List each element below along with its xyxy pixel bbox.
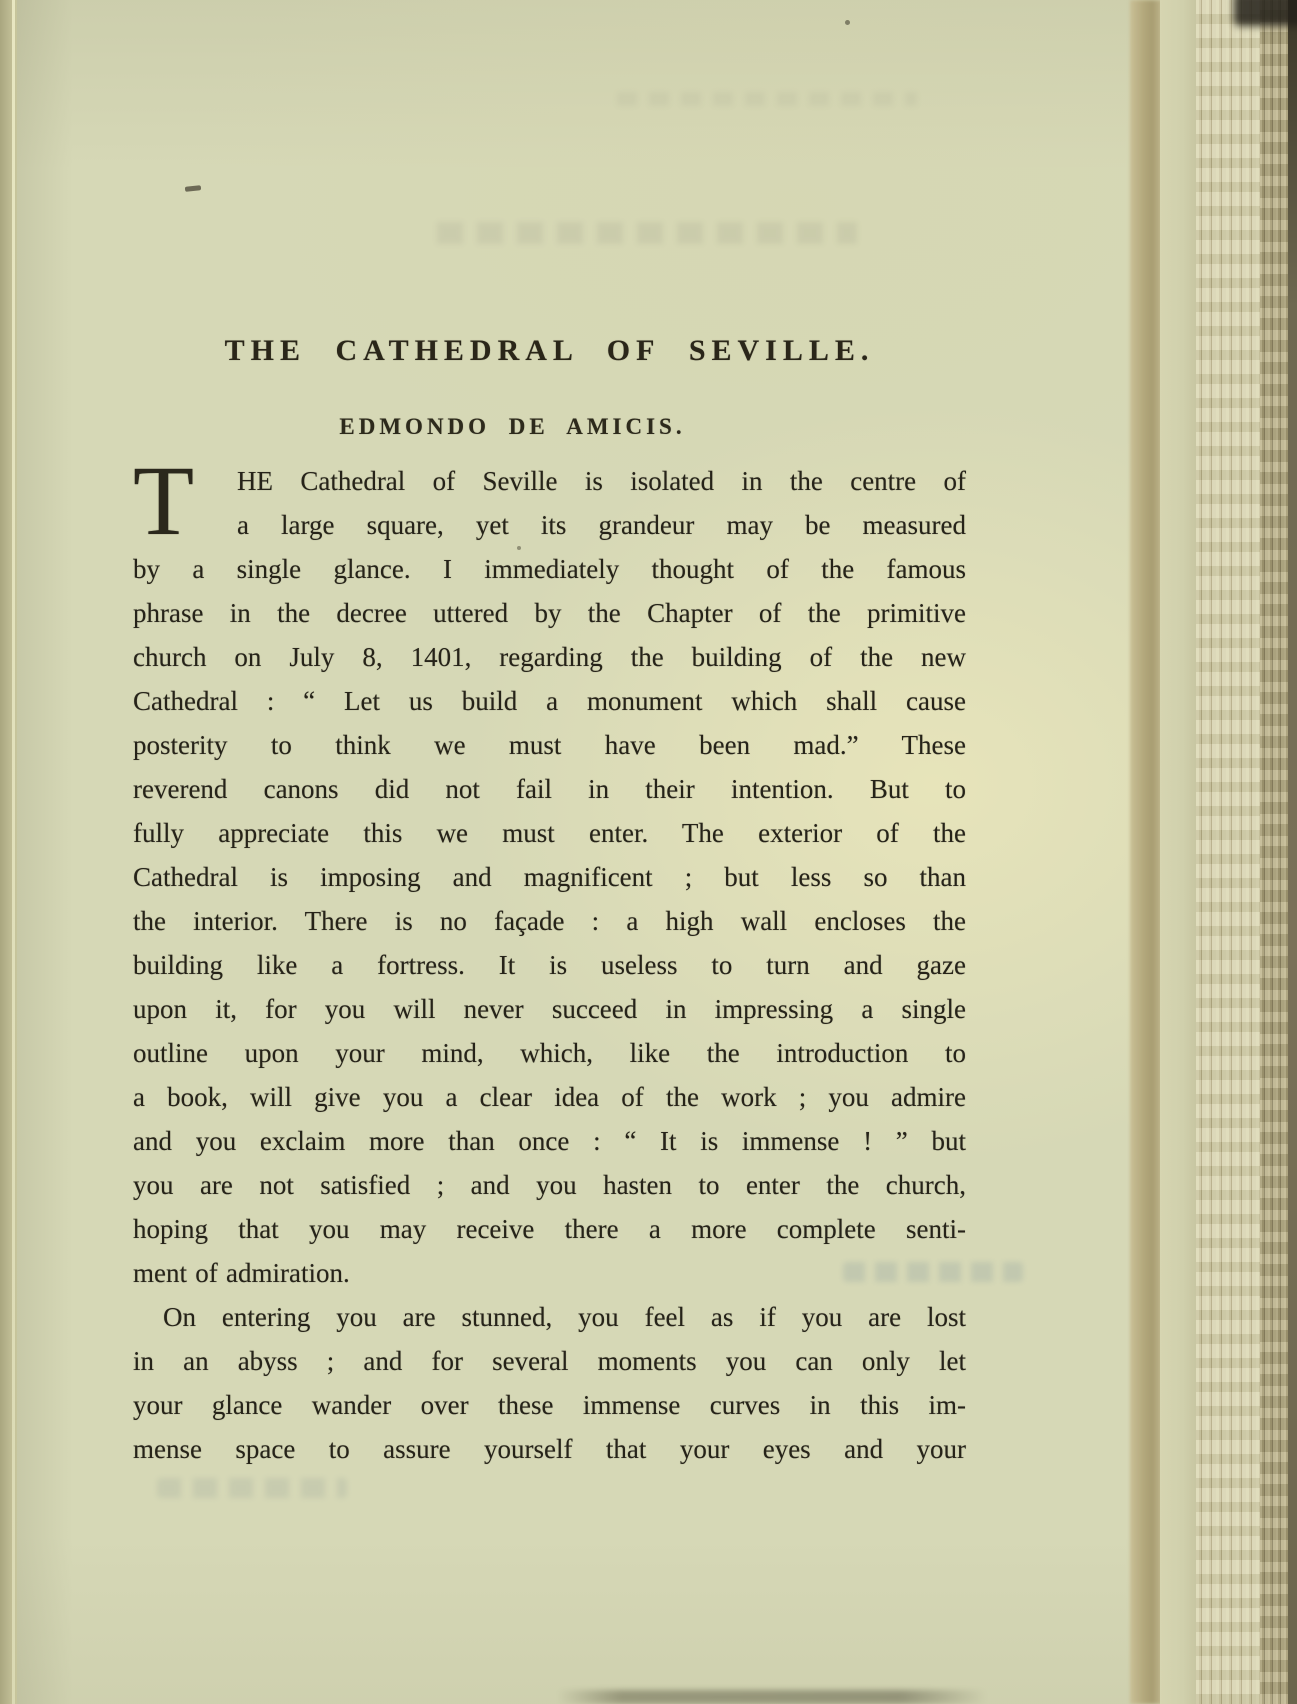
- text-line: posterity to think we must have been mad.” These: [133, 730, 966, 760]
- edge-corner-shadow: [1234, 0, 1297, 26]
- page-title: THE CATHEDRAL OF SEVILLE.: [224, 334, 875, 368]
- book-fore-edge: [1134, 0, 1297, 1704]
- text-line: On entering you are stunned, you feel as if you are lost: [163, 1302, 966, 1332]
- gutter-highlight-line: [12, 0, 15, 1704]
- text-line: ment of admiration.: [133, 1258, 350, 1288]
- text-line: upon it, for you will never succeed in impressing a single: [133, 994, 966, 1024]
- text-line: your glance wander over these immense curves in this im-: [133, 1390, 966, 1420]
- paragraph: [133, 445, 966, 1295]
- show-through-smudge: [617, 92, 917, 106]
- text-line: church on July 8, 1401, regarding the building of the new: [133, 642, 966, 672]
- paragraph: [133, 1295, 966, 1471]
- text-line: HE Cathedral of Seville is isolated in the centre of: [237, 466, 966, 496]
- text-line: Cathedral : “ Let us build a monument which shall cause: [133, 686, 966, 716]
- edge-band-striated-dark: [1260, 0, 1288, 1704]
- ink-speck: [185, 185, 201, 192]
- text-line: outline upon your mind, which, like the introduction to: [133, 1038, 966, 1068]
- text-line: a book, will give you a clear idea of the work ; you admire: [133, 1082, 966, 1112]
- text-line: building like a fortress. It is useless to turn and gaze: [133, 950, 966, 980]
- show-through-smudge: [437, 222, 857, 244]
- text-line: reverend canons did not fail in their intention. But to: [133, 774, 966, 804]
- text-line: a large square, yet its grandeur may be measured: [237, 510, 966, 540]
- page-body: [133, 445, 966, 1471]
- text-line: Cathedral is imposing and magnificent ; but less so than: [133, 862, 966, 892]
- edge-band-striated-light: [1196, 0, 1260, 1704]
- show-through-smudge: [157, 1478, 347, 1498]
- edge-band-outer: [1288, 0, 1297, 1704]
- text-line: mense space to assure yourself that your eyes and your: [133, 1434, 966, 1464]
- page-gutter-edge: [0, 0, 17, 1704]
- drop-cap: T: [133, 445, 195, 556]
- text-line: the interior. There is no façade : a high wall encloses the: [133, 906, 966, 936]
- show-through-smudge: [557, 1690, 987, 1704]
- page-author: EDMONDO DE AMICIS.: [339, 414, 686, 440]
- edge-band-sage: [1160, 0, 1198, 1704]
- text-line: by a single glance. I immediately thought of the famous: [133, 554, 966, 584]
- text-line: in an abyss ; and for several moments you can only let: [133, 1346, 966, 1376]
- text-line: hoping that you may receive there a more complete senti-: [133, 1214, 966, 1244]
- text-line: fully appreciate this we must enter. The exterior of the: [133, 818, 966, 848]
- text-line: phrase in the decree uttered by the Chapter of the primitive: [133, 598, 966, 628]
- text-line: and you exclaim more than once : “ It is immense ! ” but: [133, 1126, 966, 1156]
- ink-speck: [845, 20, 850, 25]
- edge-band-tan: [1130, 0, 1162, 1704]
- text-line: you are not satisfied ; and you hasten to enter the church,: [133, 1170, 966, 1200]
